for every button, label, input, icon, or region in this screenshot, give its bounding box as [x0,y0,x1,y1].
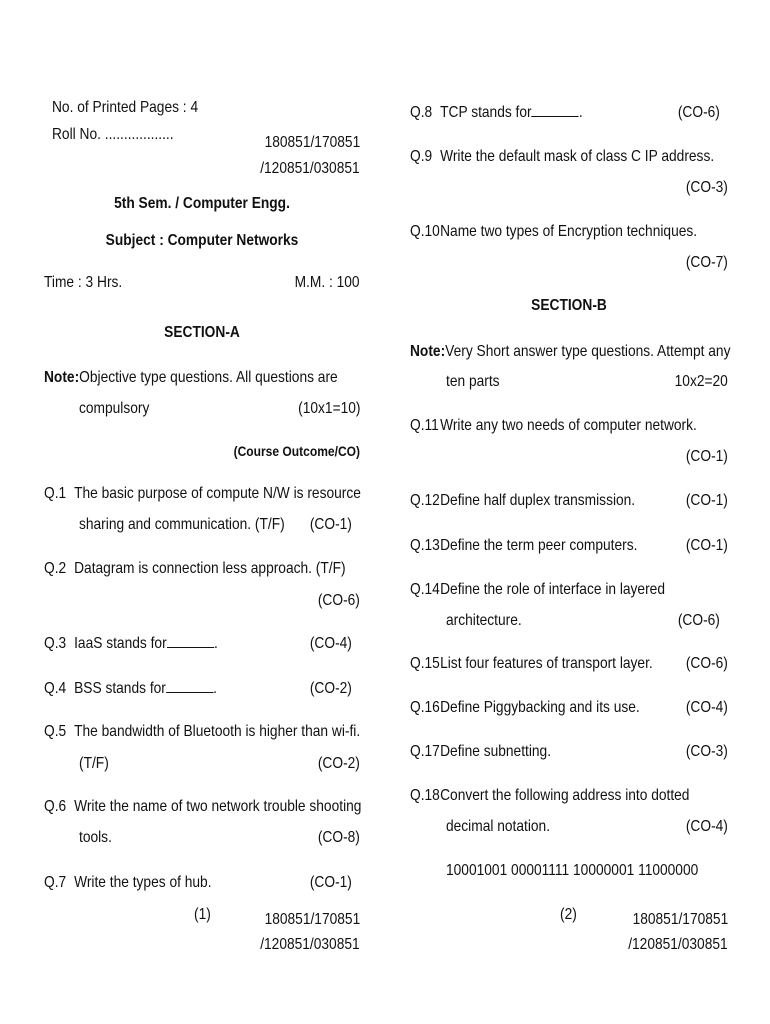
question-text: Define half duplex transmission. [440,492,636,509]
max-marks: M.M. : 100 [295,274,360,291]
question-2 [44,553,346,584]
question-2-co: (CO-6) [317,592,360,609]
question-tail: . [213,635,218,652]
printed-pages: No. of Printed Pages : 4 [52,99,199,116]
question-text: Define the term peer computers. [440,537,638,554]
footer-code-line2-left: /120851/030851 [260,936,360,953]
question-12 [410,485,635,516]
question-1-co: (CO-1) [309,516,352,533]
question-text: List four features of transport layer. [440,655,653,672]
question-12-co: (CO-1) [685,492,728,509]
question-number: Q.17 [410,743,440,760]
question-number: Q.2 [44,560,67,577]
question-number: Q.9 [410,148,433,165]
question-6-line2: tools. [79,829,112,846]
question-number: Q.15 [410,655,440,672]
question-number: Q.5 [44,723,67,740]
paper-code-line1: 180851/170851 [264,134,360,151]
question-11 [410,410,697,441]
question-number: Q.4 [44,680,67,697]
footer-code-line1-right: 180851/170851 [632,911,728,928]
question-number: Q.8 [410,104,433,121]
question-number: Q.16 [410,699,440,716]
question-16 [410,692,640,723]
question-text: The bandwidth of Bluetooth is higher than wi-fi. [74,723,361,740]
section-a-title: SECTION-A [164,324,240,341]
question-text: Define Piggybacking and its use. [440,699,640,716]
question-text: Convert the following address into dotted [440,787,690,804]
question-text: Define the role of interface in layered [440,581,665,598]
note-line1: Very Short answer type questions. Attempt any [445,343,731,360]
note-label: Note: [410,343,446,360]
question-10 [410,216,697,247]
question-text: Write the default mask of class C IP address. [440,148,715,165]
question-text: TCP stands for [440,104,532,121]
question-5-line2: (T/F) [79,755,109,772]
semester: 5th Sem. / Computer Engg. [114,195,290,212]
question-10-co: (CO-7) [685,254,728,271]
question-text: The basic purpose of compute N/W is resource [74,485,361,502]
section-b-note [410,336,730,367]
binary-address: 10001001 00001111 10000001 11000000 [446,862,699,879]
question-13-co: (CO-1) [685,537,728,554]
answer-blank [167,633,214,648]
paper-code-line2: /120851/030851 [260,160,360,177]
note-marks: 10x2=20 [674,373,728,390]
question-17 [410,736,551,767]
question-11-co: (CO-1) [685,448,728,465]
question-16-co: (CO-4) [685,699,728,716]
question-7-co: (CO-1) [309,874,352,891]
question-4 [44,673,217,704]
question-6 [44,791,361,822]
question-14 [410,574,665,605]
note-line1: Objective type questions. All questions are [79,369,338,386]
page-number-right: (2) [560,906,577,923]
question-text: Write any two needs of computer network. [440,417,697,434]
question-number: Q.18 [410,787,440,804]
question-number: Q.10 [410,223,440,240]
footer-code-line2-right: /120851/030851 [628,936,728,953]
question-tail: . [213,680,218,697]
question-number: Q.1 [44,485,67,502]
question-8 [410,97,583,128]
question-number: Q.6 [44,798,67,815]
question-13 [410,530,637,561]
section-a-note [44,362,338,393]
question-text: BSS stands for [74,680,166,697]
question-1-line2: sharing and communication. (T/F) [79,516,285,533]
question-6-co: (CO-8) [317,829,360,846]
question-18-co: (CO-4) [685,818,728,835]
question-8-co: (CO-6) [677,104,720,121]
question-text: Write the types of hub. [74,874,212,891]
question-1 [44,478,361,509]
question-5-co: (CO-2) [317,755,360,772]
question-9 [410,141,714,172]
answer-blank [166,678,213,693]
question-3 [44,628,218,659]
question-text: Write the name of two network trouble shooting [74,798,362,815]
question-text: IaaS stands for [74,635,167,652]
answer-blank [532,102,579,117]
note-line2: compulsory [79,400,150,417]
note-label: Note: [44,369,80,386]
question-text: Datagram is connection less approach. (T/F) [74,560,346,577]
question-number: Q.14 [410,581,440,598]
question-15-co: (CO-6) [685,655,728,672]
note-line2: ten parts [446,373,500,390]
question-9-co: (CO-3) [685,179,728,196]
question-4-co: (CO-2) [309,680,352,697]
question-number: Q.13 [410,537,440,554]
section-b-title: SECTION-B [531,297,607,314]
subject: Subject : Computer Networks [105,232,299,249]
question-15 [410,648,653,679]
question-17-co: (CO-3) [685,743,728,760]
question-text: Name two types of Encryption techniques. [440,223,698,240]
question-14-co: (CO-6) [677,612,720,629]
question-number: Q.11 [410,417,439,434]
question-18-line2: decimal notation. [446,818,551,835]
question-18 [410,780,689,811]
question-number: Q.12 [410,492,440,509]
roll-no: Roll No. .................. [52,126,174,143]
question-tail: . [578,104,583,121]
page-number-left: (1) [194,906,211,923]
time: Time : 3 Hrs. [44,274,123,291]
question-number: Q.7 [44,874,67,891]
question-14-line2: architecture. [446,612,522,629]
note-marks: (10x1=10) [297,400,360,417]
question-5 [44,716,360,747]
footer-code-line1-left: 180851/170851 [264,911,360,928]
question-text: Define subnetting. [440,743,552,760]
question-7 [44,867,212,898]
question-3-co: (CO-4) [309,635,352,652]
question-number: Q.3 [44,635,67,652]
co-legend: (Course Outcome/CO) [233,443,360,459]
